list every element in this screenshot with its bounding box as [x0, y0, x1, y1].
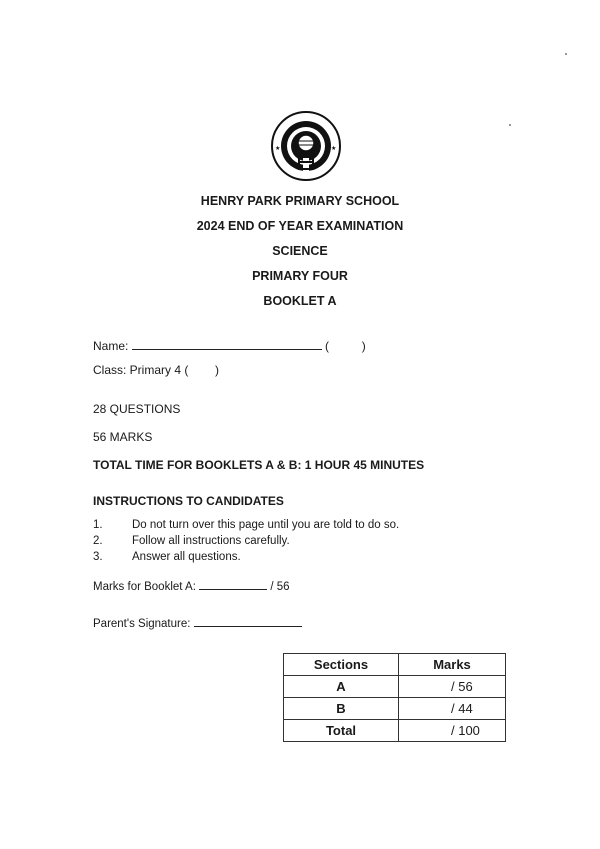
- marks-cell: / 56: [399, 676, 506, 698]
- index-paren-open: (: [325, 339, 330, 353]
- marks-cell: / 44: [399, 698, 506, 720]
- instructions-heading: INSTRUCTIONS TO CANDIDATES: [93, 494, 284, 508]
- svg-text:★: ★: [275, 146, 281, 152]
- level-title: PRIMARY FOUR: [252, 269, 348, 283]
- name-field[interactable]: [93, 339, 413, 353]
- booklet-marks-input-line[interactable]: [199, 579, 267, 590]
- question-count: 28 QUESTIONS: [93, 402, 181, 416]
- svg-text:★: ★: [331, 146, 337, 152]
- school-name: HENRY PARK PRIMARY SCHOOL: [200, 194, 400, 208]
- section-cell: B: [284, 698, 399, 720]
- name-input-line[interactable]: [132, 339, 322, 350]
- booklet-marks-label: Marks for Booklet A:: [93, 581, 196, 593]
- class-label: Class: Primary 4 (: [93, 363, 189, 377]
- booklet-title: BOOKLET A: [263, 294, 337, 308]
- signature-input-line[interactable]: [194, 616, 302, 627]
- table-row: [284, 720, 506, 742]
- table-row: [284, 698, 506, 720]
- instruction-item: 2. Follow all instructions carefully.: [93, 535, 290, 547]
- booklet-marks-field[interactable]: [93, 579, 290, 593]
- table-header-row: [284, 654, 506, 676]
- header-marks: Marks: [399, 654, 506, 676]
- subject-title: SCIENCE: [272, 244, 328, 258]
- marks-count: 56 MARKS: [93, 430, 153, 444]
- instructions-list: [93, 519, 399, 567]
- signature-field[interactable]: [93, 616, 302, 630]
- signature-label: Parent's Signature:: [93, 618, 191, 630]
- instruction-item: 3. Answer all questions.: [93, 551, 241, 563]
- marks-cell: / 100: [399, 720, 506, 742]
- booklet-marks-total: / 56: [270, 581, 290, 593]
- school-crest-icon: [270, 110, 342, 182]
- section-cell: Total: [284, 720, 399, 742]
- header-sections: Sections: [284, 654, 399, 676]
- class-field[interactable]: [93, 363, 219, 377]
- table-row: [284, 676, 506, 698]
- instruction-item: 1. Do not turn over this page until you are told to do so.: [93, 519, 400, 531]
- index-paren-close: ): [361, 339, 366, 353]
- scan-speck: [509, 124, 511, 126]
- class-paren-close: ): [215, 363, 220, 377]
- exam-title: 2024 END OF YEAR EXAMINATION: [196, 219, 404, 233]
- marks-table: [283, 653, 506, 742]
- scan-speck: [565, 53, 567, 55]
- section-cell: A: [284, 676, 399, 698]
- name-label: Name:: [93, 339, 129, 353]
- total-time: TOTAL TIME FOR BOOKLETS A & B: 1 HOUR 45 MINUTES: [93, 458, 425, 472]
